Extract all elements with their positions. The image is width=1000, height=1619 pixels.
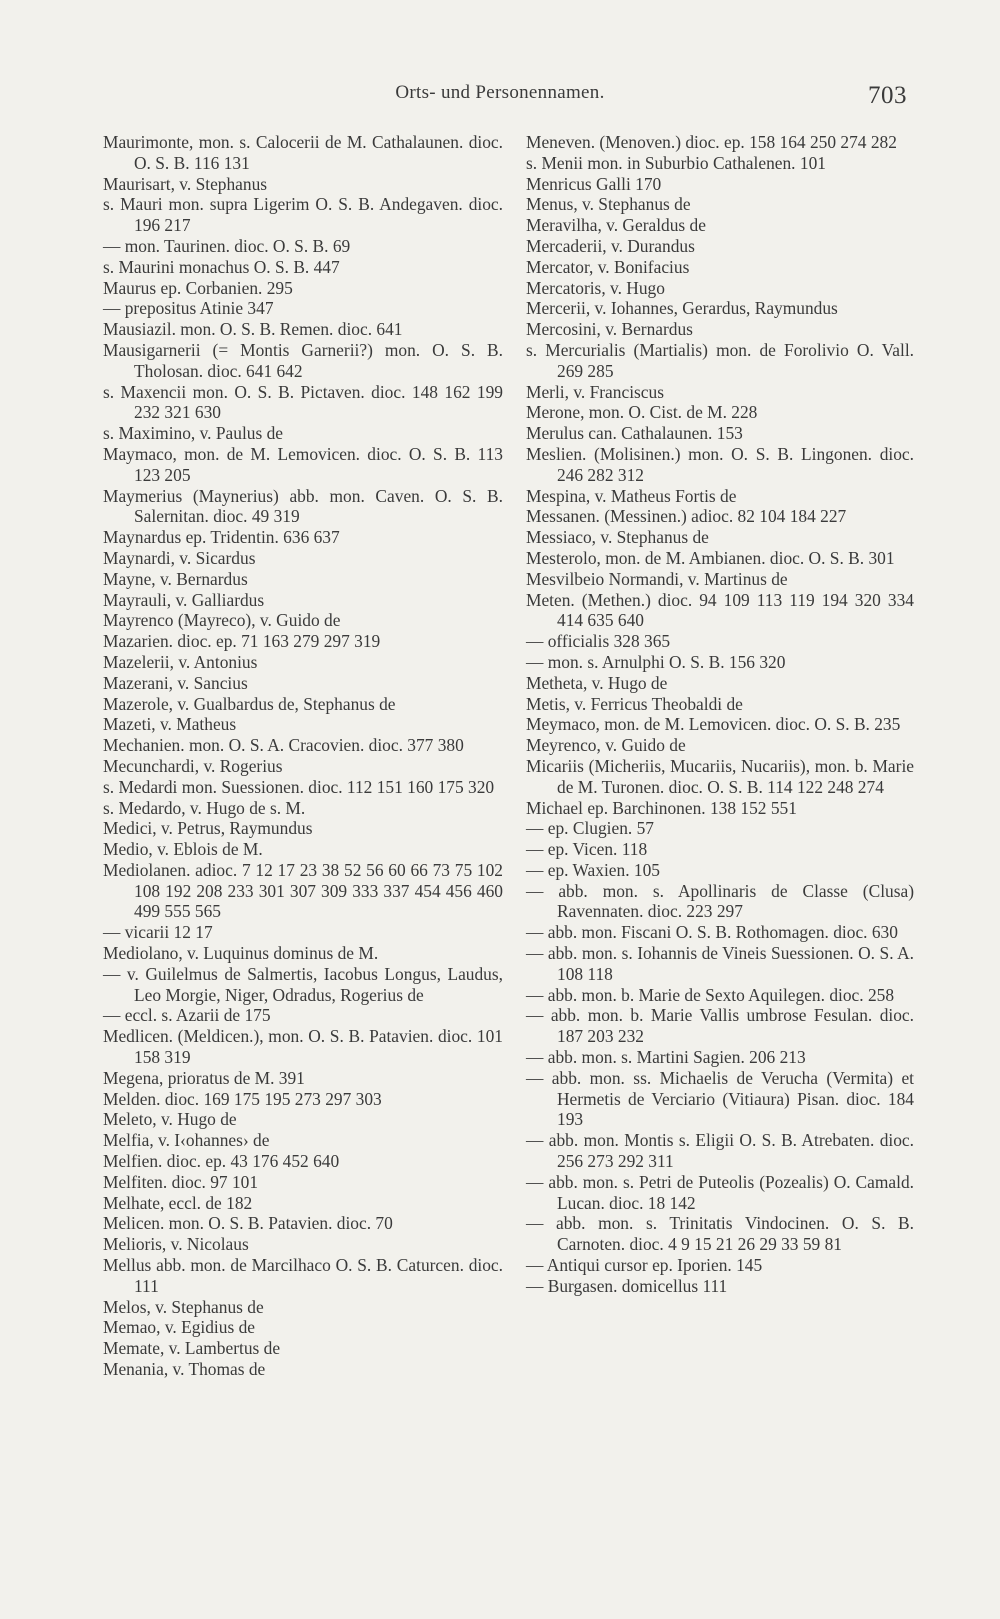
index-entry: Mayrenco (Mayreco), v. Guido de bbox=[103, 610, 341, 631]
index-entry: Messanen. (Messinen.) adioc. 82 104 184 227 bbox=[526, 506, 847, 527]
index-entry: — abb. mon. ss. Michaelis de Verucha (Vermita) et Hermetis de Verciario (Vitiaura) Pisan. dioc. 184 193 bbox=[526, 1067, 914, 1130]
index-entry: s. Maximino, v. Paulus de bbox=[103, 423, 284, 444]
index-entry: Melfien. dioc. ep. 43 176 452 640 bbox=[103, 1151, 340, 1172]
index-entry: Mediolanen. adioc. 7 12 17 23 38 52 56 60 66 73 75 102 108 192 208 233 301 307 309 333 337 454 456 460 499 555 565 bbox=[103, 859, 503, 922]
index-entry: — Antiqui cursor ep. Iporien. 145 bbox=[526, 1255, 763, 1276]
index-entry: Meneven. (Menoven.) dioc. ep. 158 164 250 274 282 bbox=[526, 132, 897, 152]
index-entry: Memao, v. Egidius de bbox=[103, 1317, 255, 1338]
running-header-title: Orts- und Personennamen. bbox=[395, 82, 605, 103]
index-column-left bbox=[103, 132, 503, 1380]
index-entry: Mediolano, v. Luquinus dominus de M. bbox=[103, 943, 379, 964]
index-entry: — eccl. s. Azarii de 175 bbox=[103, 1005, 271, 1026]
index-entry: — abb. mon. s. Martini Sagien. 206 213 bbox=[526, 1047, 806, 1068]
index-entry: — abb. mon. s. Apollinaris de Classe (Clusa) Ravennaten. dioc. 223 297 bbox=[526, 880, 914, 922]
index-entry: Micariis (Micheriis, Mucariis, Nucariis), mon. b. Marie de M. Turonen. dioc. O. S. B. 114 122 248 274 bbox=[526, 755, 914, 797]
index-entry: — abb. mon. s. Trinitatis Vindocinen. O. S. B. Carnoten. dioc. 4 9 15 21 26 29 33 59 81 bbox=[526, 1213, 914, 1255]
index-entry: — ep. Clugien. 57 bbox=[526, 818, 655, 839]
index-entry: Mayne, v. Bernardus bbox=[103, 568, 248, 589]
index-column-right bbox=[526, 132, 914, 1297]
index-entry: — abb. mon. b. Marie Vallis umbrose Fesulan. dioc. 187 203 232 bbox=[526, 1005, 914, 1047]
index-entry: s. Maurini monachus O. S. B. 447 bbox=[103, 256, 340, 277]
index-entry: — abb. mon. Fiscani O. S. B. Rothomagen. dioc. 630 bbox=[526, 922, 898, 943]
index-entry: Meleto, v. Hugo de bbox=[103, 1109, 237, 1130]
index-entry: Mazarien. dioc. ep. 71 163 279 297 319 bbox=[103, 631, 381, 652]
index-entry: — Burgasen. domicellus 111 bbox=[526, 1275, 728, 1296]
index-entry: Mesterolo, mon. de M. Ambianen. dioc. O. S. B. 301 bbox=[526, 547, 895, 568]
index-entry: — abb. mon. Montis s. Eligii O. S. B. Atrebaten. dioc. 256 273 292 311 bbox=[526, 1130, 914, 1172]
index-entry: Merulus can. Cathalaunen. 153 bbox=[526, 423, 743, 444]
index-entry: Meravilha, v. Geraldus de bbox=[526, 215, 706, 236]
index-entry: Melfiten. dioc. 97 101 bbox=[103, 1171, 259, 1192]
index-entry: Memate, v. Lambertus de bbox=[103, 1338, 281, 1359]
index-entry: Mechanien. mon. O. S. A. Cracovien. dioc. 377 380 bbox=[103, 735, 464, 756]
index-entry: Melioris, v. Nicolaus bbox=[103, 1234, 249, 1255]
index-entry: Mercosini, v. Bernardus bbox=[526, 319, 693, 340]
index-entry: Mausigarnerii (= Montis Garnerii?) mon. O. S. B. Tholosan. dioc. 641 642 bbox=[103, 339, 503, 381]
index-entry: Meymaco, mon. de M. Lemovicen. dioc. O. S. B. 235 bbox=[526, 714, 901, 735]
index-entry: Mellus abb. mon. de Marcilhaco O. S. B. Caturcen. dioc. 111 bbox=[103, 1255, 503, 1296]
index-entry: Menania, v. Thomas de bbox=[103, 1359, 266, 1380]
index-entry: Medlicen. (Meldicen.), mon. O. S. B. Patavien. dioc. 101 158 319 bbox=[103, 1026, 503, 1068]
index-entry: Mespina, v. Matheus Fortis de bbox=[526, 485, 737, 506]
index-entry: Mazerole, v. Gualbardus de, Stephanus de bbox=[103, 693, 396, 714]
index-entry: Maynardus ep. Tridentin. 636 637 bbox=[103, 527, 340, 548]
page-number: 703 bbox=[868, 82, 907, 109]
index-entry: — mon. s. Arnulphi O. S. B. 156 320 bbox=[526, 651, 786, 672]
index-entry: Melfia, v. I‹ohannes› de bbox=[103, 1130, 270, 1151]
index-entry: — abb. mon. s. Petri de Puteolis (Pozealis) O. Camald. Lucan. dioc. 18 142 bbox=[526, 1171, 914, 1213]
index-entry: Merli, v. Franciscus bbox=[526, 381, 664, 402]
index-entry: Maurus ep. Corbanien. 295 bbox=[103, 277, 293, 298]
index-entry: Merone, mon. O. Cist. de M. 228 bbox=[526, 402, 758, 423]
index-entry: s. Mercurialis (Martialis) mon. de Forolivio O. Vall. 269 285 bbox=[526, 339, 914, 381]
index-entry: Mayrauli, v. Galliardus bbox=[103, 589, 265, 610]
index-entry: — vicarii 12 17 bbox=[103, 922, 213, 943]
index-entry: Maurimonte, mon. s. Calocerii de M. Cathalaunen. dioc. O. S. B. 116 131 bbox=[103, 132, 503, 173]
index-entry: Menricus Galli 170 bbox=[526, 173, 662, 194]
index-entry: Mercator, v. Bonifacius bbox=[526, 256, 690, 277]
index-entry: Mausiazil. mon. O. S. B. Remen. dioc. 641 bbox=[103, 319, 403, 340]
index-entry: Medici, v. Petrus, Raymundus bbox=[103, 818, 313, 839]
index-entry: Mercatoris, v. Hugo bbox=[526, 277, 665, 298]
index-entry: — ep. Waxien. 105 bbox=[526, 859, 660, 880]
index-entry: s. Menii mon. in Suburbio Cathalenen. 101 bbox=[526, 152, 826, 173]
index-entry: Maurisart, v. Stephanus bbox=[103, 173, 268, 194]
index-entry: Maynardi, v. Sicardus bbox=[103, 547, 256, 568]
index-entry: Menus, v. Stephanus de bbox=[526, 194, 691, 215]
index-entry: Metheta, v. Hugo de bbox=[526, 672, 668, 693]
index-entry: Mecunchardi, v. Rogerius bbox=[103, 755, 283, 776]
index-entry: Mazeti, v. Matheus bbox=[103, 714, 237, 735]
index-entry: — ep. Vicen. 118 bbox=[526, 839, 648, 860]
index-entry: — officialis 328 365 bbox=[526, 631, 671, 652]
index-entry: Mercaderii, v. Durandus bbox=[526, 235, 695, 256]
index-entry: Melicen. mon. O. S. B. Patavien. dioc. 70 bbox=[103, 1213, 393, 1234]
index-entry: — v. Guilelmus de Salmertis, Iacobus Longus, Laudus, Leo Morgie, Niger, Odradus, Rogerius de bbox=[103, 963, 503, 1005]
index-entry: — abb. mon. b. Marie de Sexto Aquilegen. dioc. 258 bbox=[526, 984, 895, 1005]
index-entry: — prepositus Atinie 347 bbox=[103, 298, 274, 319]
index-entry: — abb. mon. s. Iohannis de Vineis Suessionen. O. S. A. 108 118 bbox=[526, 943, 914, 984]
index-entry: Mesvilbeio Normandi, v. Martinus de bbox=[526, 568, 788, 589]
index-entry: Meyrenco, v. Guido de bbox=[526, 735, 686, 756]
index-entry: s. Medardo, v. Hugo de s. M. bbox=[103, 797, 306, 818]
index-entry: Metis, v. Ferricus Theobaldi de bbox=[526, 693, 743, 714]
index-entry: s. Mauri mon. supra Ligerim O. S. B. Andegaven. dioc. 196 217 bbox=[103, 194, 503, 236]
index-entry: Mazerani, v. Sancius bbox=[103, 672, 248, 693]
index-entry: Michael ep. Barchinonen. 138 152 551 bbox=[526, 797, 797, 818]
index-entry: Mercerii, v. Iohannes, Gerardus, Raymundus bbox=[526, 298, 838, 319]
index-entry: Maymaco, mon. de M. Lemovicen. dioc. O. S. B. 113 123 205 bbox=[103, 443, 503, 485]
index-entry: Meten. (Methen.) dioc. 94 109 113 119 194 320 334 414 635 640 bbox=[526, 589, 914, 631]
index-entry: Melden. dioc. 169 175 195 273 297 303 bbox=[103, 1088, 382, 1109]
index-entry: Meslien. (Molisinen.) mon. O. S. B. Lingonen. dioc. 246 282 312 bbox=[526, 443, 914, 485]
index-entry: s. Medardi mon. Suessionen. dioc. 112 151 160 175 320 bbox=[103, 776, 495, 797]
index-entry: Melos, v. Stephanus de bbox=[103, 1296, 264, 1317]
index-entry: Messiaco, v. Stephanus de bbox=[526, 527, 709, 548]
index-entry: Megena, prioratus de M. 391 bbox=[103, 1067, 305, 1088]
index-entry: Medio, v. Eblois de M. bbox=[103, 839, 263, 860]
index-entry: — mon. Taurinen. dioc. O. S. B. 69 bbox=[103, 235, 351, 256]
index-entry: Maymerius (Maynerius) abb. mon. Caven. O. S. B. Salernitan. dioc. 49 319 bbox=[103, 485, 503, 527]
index-entry: Mazelerii, v. Antonius bbox=[103, 651, 258, 672]
index-entry: Melhate, eccl. de 182 bbox=[103, 1192, 253, 1213]
index-entry: s. Maxencii mon. O. S. B. Pictaven. dioc. 148 162 199 232 321 630 bbox=[103, 381, 503, 423]
